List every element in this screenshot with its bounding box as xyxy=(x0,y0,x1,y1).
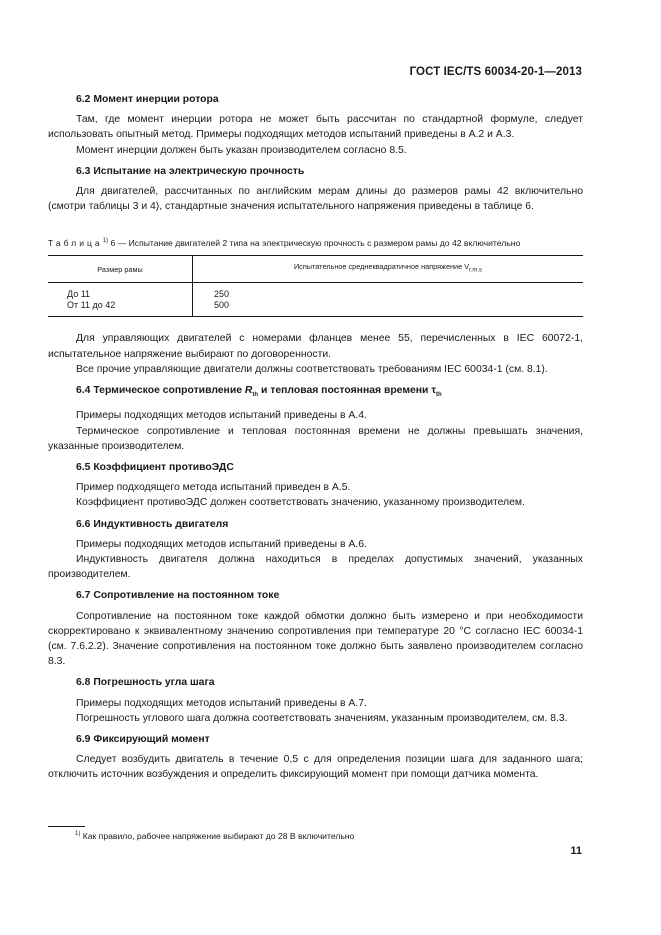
section-6-6-title: 6.6 Индуктивность двигателя xyxy=(76,518,229,530)
table-caption-word: Таблица xyxy=(48,238,103,249)
paragraph: Следует возбудить двигатель в течение 0,5 с для определения позиции шага для заданного шага; отключить источник возбуждения и определить фиксирующий момент при помощи датчика момента. xyxy=(48,754,583,781)
footnote xyxy=(75,831,354,841)
footnote-mark: 1) xyxy=(75,831,81,838)
column-header-subscript: r.m.s xyxy=(469,267,483,274)
section-title-part: 6.4 Термическое сопротивление xyxy=(76,385,245,397)
section-title-part: и тепловая постоянная времени τ xyxy=(258,385,436,397)
section-6-3-title: 6.3 Испытание на электрическую прочность xyxy=(76,165,305,177)
symbol-subscript: th xyxy=(435,392,442,399)
footnote-text: Как правило, рабочее напряжение выбирают до 28 В включительно xyxy=(82,831,355,841)
table-row xyxy=(48,283,583,317)
table-caption-text: — Испытание двигателей 2 типа на электрическую прочность с размером рамы до 42 включительно xyxy=(117,238,521,249)
section-6-4-title xyxy=(48,383,583,403)
page-number: 11 xyxy=(570,845,582,857)
paragraph: Все прочие управляющие двигатели должны соответствовать требованиям IEC 60034-1 (см. 8.1). xyxy=(76,363,548,375)
standard-header: ГОСТ IEC/TS 60034-20-1—2013 xyxy=(409,66,582,78)
document-body xyxy=(48,92,583,783)
paragraph: Погрешность углового шага должна соответствовать значениям, указанным производителем, см. 8.3. xyxy=(76,712,568,724)
paragraph: Примеры подходящих методов испытаний приведены в А.7. xyxy=(76,697,367,709)
frame-size-value: От 11 до 42 xyxy=(67,299,116,310)
table-6-caption xyxy=(48,236,583,249)
table-caption-footnote-mark: 1) xyxy=(102,238,109,245)
paragraph: Примеры подходящих методов испытаний приведены в А.6. xyxy=(76,538,367,550)
paragraph: Термическое сопротивление и тепловая постоянная времени не должны превышать значения, указанные производителем. xyxy=(48,425,583,452)
table-6 xyxy=(48,255,583,317)
section-6-7-title: 6.7 Сопротивление на постоянном токе xyxy=(76,590,280,602)
paragraph: Примеры подходящих методов испытаний приведены в А.4. xyxy=(76,410,367,422)
voltage-value: 500 xyxy=(214,299,230,310)
paragraph: Для управляющих двигателей с номерами фланцев менее 55, перечисленных в IEC 60072-1, испытательное напряжение выбирают по договоренности. xyxy=(48,333,583,360)
paragraph: Для двигателей, рассчитанных по английским мерам длины до размеров рамы 42 включительно (смотри таблицы 3 и 4), стандартные значения испытательного напряжения приведены в таблице 6. xyxy=(48,186,583,213)
table-header-row xyxy=(48,256,583,283)
section-6-5-title: 6.5 Коэффициент противоЭДС xyxy=(76,461,234,473)
paragraph: Сопротивление на постоянном токе каждой обмотки должно быть измерено и при необходимости скорректировано к эквивалентному значению сопротивления при температуре 20 °С согласно IEC 60034-1 (см. 7.6.2.2). Значение сопротивления на постоянном токе должно быть заявлено производителем согласно 8.3. xyxy=(48,610,583,668)
paragraph: Коэффициент противоЭДС должен соответствовать значению, указанному производителем. xyxy=(76,497,525,509)
voltage-cell xyxy=(193,283,584,317)
frame-size-cell xyxy=(48,283,193,317)
paragraph: Индуктивность двигателя должна находиться в пределах допустимых значений, указанных производителем. xyxy=(48,553,583,581)
section-6-9-title: 6.9 Фиксирующий момент xyxy=(76,734,210,746)
paragraph: Там, где момент инерции ротора не может быть рассчитан по стандартной формуле, следует использовать опытный метод. Примеры подходящих методов испытаний приведены в А.2 и А.3. xyxy=(48,114,583,141)
column-header-test-voltage xyxy=(193,256,584,283)
symbol-r: R xyxy=(244,385,253,397)
paragraph: Пример подходящего метода испытаний приведен в А.5. xyxy=(76,482,351,494)
table-caption-number: 6 xyxy=(110,238,116,249)
frame-size-value: До 11 xyxy=(67,289,91,300)
column-header-frame-size: Размер рамы xyxy=(48,256,193,283)
voltage-value: 250 xyxy=(214,289,230,300)
section-6-2-title: 6.2 Момент инерции ротора xyxy=(76,94,219,105)
section-6-8-title: 6.8 Погрешность угла шага xyxy=(76,677,215,689)
paragraph: Момент инерции должен быть указан производителем согласно 8.5. xyxy=(76,144,407,156)
symbol-subscript: th xyxy=(252,392,259,399)
footnote-separator xyxy=(48,826,85,827)
column-header-text: Испытательное среднеквадратичное напряжение V xyxy=(293,262,470,272)
